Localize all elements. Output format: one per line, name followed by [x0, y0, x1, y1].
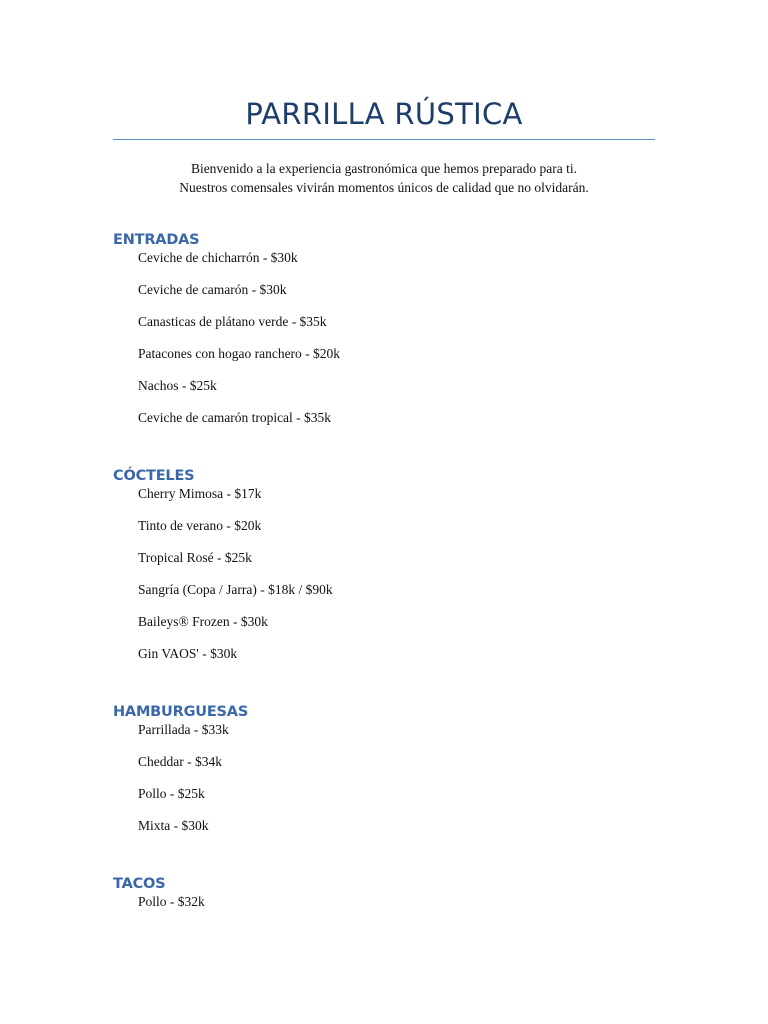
menu-item: Parrillada - $33k	[138, 722, 229, 737]
section-cocteles	[113, 467, 673, 677]
menu-item: Ceviche de camarón tropical - $35k	[138, 410, 332, 425]
menu-item: Ceviche de camarón - $30k	[138, 282, 287, 297]
section-entradas	[113, 231, 673, 441]
menu-item: Tinto de verano - $20k	[138, 518, 262, 533]
page-title: PARRILLA RÚSTICA	[245, 97, 523, 131]
menu-item: Cherry Mimosa - $17k	[138, 486, 262, 501]
section-tacos	[113, 875, 673, 925]
section-heading: CÓCTELES	[113, 468, 195, 484]
menu-item: Mixta - $30k	[138, 818, 209, 833]
menu-item: Sangría (Copa / Jarra) - $18k / $90k	[138, 582, 333, 597]
intro-line-1: Bienvenido a la experiencia gastronómica que hemos preparado para ti.	[190, 161, 578, 176]
menu-list	[113, 721, 673, 849]
section-heading: HAMBURGUESAS	[113, 704, 249, 720]
menu-item: Patacones con hogao ranchero - $20k	[138, 346, 341, 361]
menu-item: Cheddar - $34k	[138, 754, 222, 769]
menu-list	[113, 249, 673, 441]
section-hamburguesas	[113, 703, 673, 849]
menu-item: Baileys® Frozen - $30k	[138, 614, 268, 629]
title-divider	[113, 139, 655, 140]
menu-item: Pollo - $25k	[138, 786, 205, 801]
menu-item: Canasticas de plátano verde - $35k	[138, 314, 327, 329]
menu-list	[113, 485, 673, 677]
menu-item: Ceviche de chicharrón - $30k	[138, 250, 298, 265]
section-heading: TACOS	[113, 876, 166, 892]
menu-item: Tropical Rosé - $25k	[138, 550, 252, 565]
intro-paragraph	[113, 159, 655, 197]
section-heading: ENTRADAS	[113, 232, 200, 248]
menu-item: Gin VAOS' - $30k	[138, 646, 238, 661]
intro-line-2: Nuestros comensales vivirán momentos únicos de calidad que no olvidarán.	[179, 180, 589, 195]
menu-item: Nachos - $25k	[138, 378, 217, 393]
menu-item: Pollo - $32k	[138, 894, 205, 909]
menu-list	[113, 893, 673, 925]
